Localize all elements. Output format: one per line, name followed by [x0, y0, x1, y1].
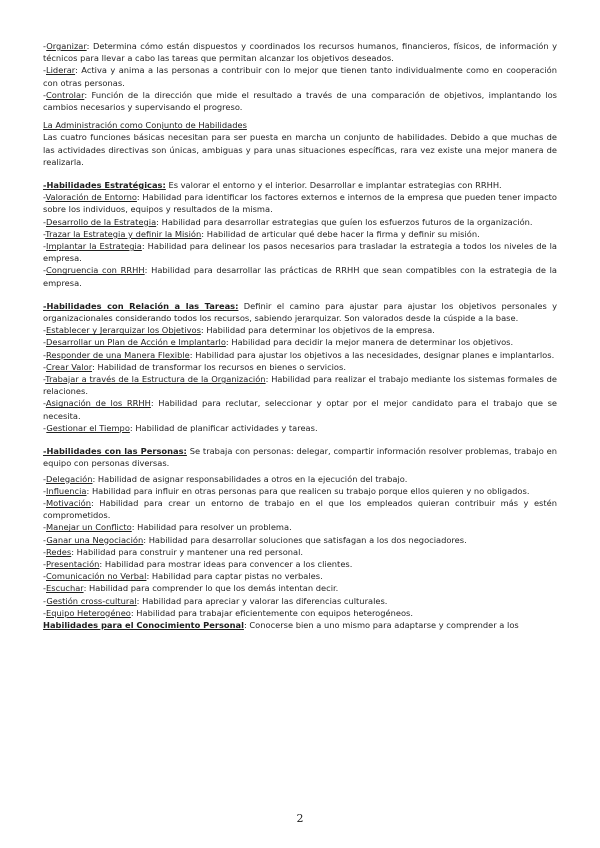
list-item: -Manejar un Conflicto: Habilidad para resolver un problema.	[43, 522, 292, 533]
estrategicas-heading: -Habilidades Estratégicas: Es valorar el entorno y el interior. Desarrollar e implantar estrategias con RRHH.	[43, 180, 502, 191]
heading-text: Definir el camino para ajustar para ajustar los objetivos personales y organizacionales considerando todos los recursos, sabiendo jerarquizar. Son valorados desde la cúspide a la base.	[43, 300, 557, 324]
list-item: -Establecer y Jerarquizar los Objetivos: Habilidad para determinar los objetivos de la empresa.	[43, 325, 435, 336]
list-item: -Controlar: Función de la dirección que mide el resultado a través de una comparación de objetivos, implantando los cambios necesarios y supervisando el progreso.	[43, 89, 557, 113]
personal-heading	[43, 619, 557, 631]
item-term: Establecer y Jerarquizar los Objetivos	[46, 325, 201, 336]
heading-text: Se trabaja con personas: delegar, compartir información resolver problemas, trabajo en equipo con personas diversas.	[43, 446, 558, 469]
item-term: Controlar	[46, 89, 85, 100]
heading-text: Es valorar el entorno y el interior. Desarrollar e implantar estrategias con RRHH.	[165, 180, 502, 191]
list-item: -Valoración de Entorno: Habilidad para identificar los factores externos e internos de la empresa que pueden tener impacto sobre los individuos, equipos y resultados de la misma.	[43, 192, 557, 215]
document-page	[43, 40, 557, 631]
item-term: Delegación	[46, 473, 93, 484]
heading-text: : Conocerse bien a uno mismo para adaptarse y comprender a los	[243, 619, 519, 630]
list-item: -Asignación de los RRHH: Habilidad para reclutar, seleccionar y optar por el mejor candidato para el trabajo que se necesita.	[43, 398, 557, 421]
list-item: -Crear Valor: Habilidad de transformar los recursos en bienes o servicios.	[43, 361, 346, 372]
item-text: : Habilidad de articular qué debe hacer la firma y definir su misión.	[201, 228, 480, 239]
list-item: -Desarrollo de la Estrategia: Habilidad para desarrollar estrategias que guíen los esfuerzos futuros de la organización.	[43, 216, 533, 227]
item-text: : Habilidad para apreciar y valorar las diferencias culturales.	[136, 595, 388, 606]
item-term: Liderar	[46, 65, 76, 76]
list-item: -Presentación: Habilidad para mostrar ideas para convencer a los clientes.	[43, 558, 353, 569]
item-term: Redes	[46, 546, 72, 557]
item-text: : Determina cómo están dispuestos y coordinados los recursos humanos, financieros, físicos, de información y técnicos para llevar a cabo las tareas que permitan alcanzar los objetivos deseados.	[43, 41, 557, 64]
item-term: Organizar	[46, 41, 87, 51]
item-text: : Habilidad para desarrollar soluciones que satisfagan a los dos negociadores.	[143, 534, 467, 545]
item-text: : Habilidad para captar pistas no verbales.	[146, 571, 323, 582]
item-text: : Habilidad para desarrollar estrategias que guíen los esfuerzos futuros de la organización.	[156, 216, 533, 227]
list-item: -Desarrollar un Plan de Acción e Implantarlo: Habilidad para decidir la mejor manera de determinar los objetivos.	[43, 337, 514, 348]
item-term: Desarrollo de la Estrategia	[46, 216, 157, 227]
item-term: Desarrollar un Plan de Acción e Implantarlo	[46, 337, 226, 348]
tareas-heading: -Habilidades con Relación a las Tareas: Definir el camino para ajustar para ajustar los objetivos personales y organizacionales considerando todos los recursos, sabiendo jerarquizar. Son valorados desde la cúspide a la base.	[43, 300, 557, 324]
item-text: : Activa y anima a las personas a contribuir con lo mejor que tienen tanto individualmente como en cooperación con otras personas.	[43, 65, 557, 88]
list-item: -Gestionar el Tiempo: Habilidad de planificar actividades y tareas.	[43, 422, 318, 433]
item-term: Motivación	[46, 497, 91, 508]
item-text: : Habilidad para determinar los objetivos de la empresa.	[200, 325, 435, 336]
list-item: -Organizar: Determina cómo están dispuestos y coordinados los recursos humanos, financieros, físicos, de información y técnicos para llevar a cabo las tareas que permitan alcanzar los objetivos deseados.	[43, 41, 557, 64]
item-term: Influencia	[46, 485, 87, 496]
item-term: Implantar la Estrategia	[46, 241, 142, 252]
list-item: -Implantar la Estrategia: Habilidad para delinear los pasos necesarios para trasladar la estrategia a todos los niveles de la empresa.	[43, 241, 557, 264]
item-text: : Habilidad para influir en otras personas para que realicen su trabajo porque ellos quieren y no obligados.	[86, 485, 530, 496]
item-term: Escuchar	[46, 583, 84, 594]
list-item: -Equipo Heterogéneo: Habilidad para trabajar eficientemente con equipos heterogéneos.	[43, 607, 414, 618]
heading-label: Habilidades con las Personas:	[46, 446, 187, 457]
item-term: Comunicación no Verbal	[46, 571, 147, 582]
item-text: : Habilidad de planificar actividades y tareas.	[129, 422, 318, 433]
list-item: -Responder de una Manera Flexible: Habilidad para ajustar los objetivos a las necesidades, designar planes e implantarlos.	[43, 349, 555, 360]
item-text: : Habilidad para trabajar eficientemente con equipos heterogéneos.	[130, 607, 414, 618]
item-term: Presentación	[46, 558, 100, 569]
item-text: : Habilidad para realizar el trabajo mediante los sistemas formales de relaciones.	[43, 374, 557, 397]
item-text: : Habilidad para ajustar los objetivos a las necesidades, designar planes e implantarlos.	[189, 349, 555, 360]
item-term: Crear Valor	[46, 361, 93, 372]
item-term: Asignación de los RRHH	[45, 398, 151, 409]
item-text: : Habilidad para decidir la mejor manera de determinar los objetivos.	[225, 337, 514, 348]
item-term: Equipo Heterogéneo	[46, 607, 131, 618]
intro-list	[43, 40, 557, 113]
heading-label: Habilidades con Relación a las Tareas:	[46, 300, 239, 311]
item-text: : Habilidad para mostrar ideas para convencer a los clientes.	[99, 558, 353, 569]
list-item: -Motivación: Habilidad para crear un entorno de trabajo en el que los empleados quieran contribuir más y estén comprometidos.	[43, 497, 557, 521]
item-term: Responder de una Manera Flexible	[46, 349, 190, 360]
item-term: Trabajar a través de la Estructura de la Organización	[45, 374, 266, 385]
item-text: : Habilidad para construir y mantener una red personal.	[71, 546, 304, 557]
item-text: : Habilidad para delinear los pasos necesarios para trasladar la estrategia a todos los niveles de la empresa.	[43, 241, 557, 264]
item-term: Congruencia con RRHH	[46, 265, 145, 276]
item-text: : Habilidad de transformar los recursos en bienes o servicios.	[92, 361, 346, 372]
item-term: Manejar un Conflicto	[46, 522, 132, 533]
list-item: -Redes: Habilidad para construir y mantener una red personal.	[43, 546, 304, 557]
item-text: : Habilidad para resolver un problema.	[131, 522, 292, 533]
item-text: : Función de la dirección que mide el resultado a través de una comparación de objetivos, implantando los cambios necesarios y supervisando el progreso.	[43, 89, 557, 113]
item-term: Trazar la Estrategia y definir la Misión	[45, 228, 202, 239]
item-term: Valoración de Entorno	[45, 192, 137, 203]
list-item: -Gestión cross-cultural: Habilidad para apreciar y valorar las diferencias culturales.	[43, 595, 388, 606]
item-term: Gestión cross-cultural	[46, 595, 137, 606]
item-term: Ganar una Negociación	[46, 534, 144, 545]
heading-label: Habilidades para el Conocimiento Personal	[43, 619, 244, 630]
list-item: -Delegación: Habilidad de asignar responsabilidades a otros en la ejecución del trabajo.	[43, 473, 408, 484]
section-text: Las cuatro funciones básicas necesitan para ser puesta en marcha un conjunto de habilidades. Debido a que muchas de las actividades directivas son únicas, ambiguas y para unas situaciones específicas, rara vez existe una mejor manera de realizarla.	[43, 132, 557, 167]
item-text: : Habilidad para comprender lo que los demás intentan decir.	[83, 583, 339, 594]
page-number: 2	[296, 812, 304, 825]
item-text: : Habilidad para identificar los factores externos e internos de la empresa que pueden tener impacto sobre los individuos, equipos y resultados de la misma.	[43, 192, 557, 215]
item-term: Gestionar el Tiempo	[46, 422, 130, 433]
list-item: -Congruencia con RRHH: Habilidad para desarrollar las prácticas de RRHH que sean compatibles con la estrategia de la empresa.	[43, 265, 558, 288]
item-text: : Habilidad para desarrollar las prácticas de RRHH que sean compatibles con la estrategia de la empresa.	[43, 265, 558, 288]
item-text: : Habilidad de asignar responsabilidades a otros en la ejecución del trabajo.	[92, 473, 408, 484]
heading-label: Habilidades Estratégicas:	[46, 180, 166, 191]
personas-heading: -Habilidades con las Personas: Se trabaja con personas: delegar, compartir información resolver problemas, trabajo en equipo con personas diversas.	[43, 446, 558, 469]
list-item: -Ganar una Negociación: Habilidad para desarrollar soluciones que satisfagan a los dos negociadores.	[43, 534, 467, 545]
list-item: -Comunicación no Verbal: Habilidad para captar pistas no verbales.	[43, 571, 323, 582]
list-item: -Liderar: Activa y anima a las personas a contribuir con lo mejor que tienen tanto individualmente como en cooperación con otras personas.	[43, 65, 557, 88]
list-item: -Escuchar: Habilidad para comprender lo que los demás intentan decir.	[43, 583, 339, 594]
item-text: : Habilidad para crear un entorno de trabajo en el que los empleados quieran contribuir más y estén comprometidos.	[43, 497, 557, 521]
list-item: -Influencia: Habilidad para influir en otras personas para que realicen su trabajo porque ellos quieren y no obligados.	[43, 485, 530, 496]
item-text: : Habilidad para reclutar, seleccionar y optar por el mejor candidato para el trabajo que se necesita.	[43, 398, 557, 421]
list-item: -Trabajar a través de la Estructura de la Organización: Habilidad para realizar el trabajo mediante los sistemas formales de relaciones.	[43, 374, 557, 397]
list-item: -Trazar la Estrategia y definir la Misión: Habilidad de articular qué debe hacer la firma y definir su misión.	[43, 228, 480, 239]
section-title: La Administración como Conjunto de Habilidades	[43, 120, 247, 131]
